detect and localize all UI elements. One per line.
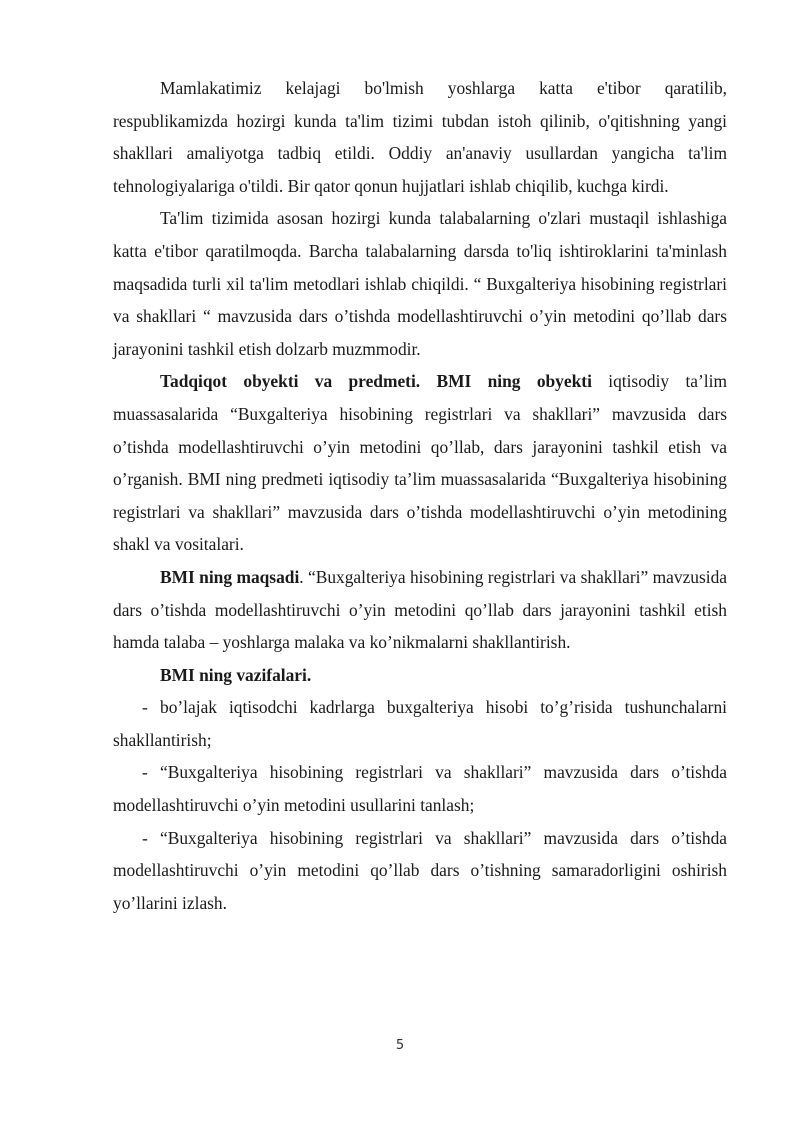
list-dash: -: [142, 697, 148, 718]
list-dash: -: [142, 827, 148, 848]
paragraph-relevance: Ta'lim tizimida asosan hozirgi kunda talabalarning o'zlari mustaqil ishlashiga katta e'tibor qaratilmoqda. Barcha talabalarning darsda to'liq ishtiroklarini ta'minlash maqsadida turli xil ta'lim metodlari ishlab chiqildi. “ Buxgalteriya hisobining registrlari va shakllari “ mavzusida dars o’tishda modellashtiruvchi o’yin metodini qo’llab dars jarayonini tashkil etish dolzarb muzmmodir.: [113, 208, 727, 359]
list-dash: -: [142, 762, 148, 783]
tasks-heading: BMI ning vazifalari.: [160, 664, 312, 685]
task-item-2: [113, 756, 727, 821]
paragraph-introduction: Mamlakatimiz kelajagi bo'lmish yoshlarga katta e'tibor qaratilib, respublikamizda hozirgi kunda ta'lim tizimi tubdan istoh qilinib, o'qitishning yangi shakllari amaliyotga tadbiq etildi. Oddiy an'anaviy usullardan yangicha ta'lim tehnologiyalariga o'tildi. Bir qator qonun hujjatlari ishlab chiqilib, kuchga kirdi.: [113, 78, 727, 196]
research-object-heading: Tadqiqot obyekti va predmeti. BMI ning obyekti: [160, 371, 592, 392]
task-item-1: [113, 691, 727, 756]
goal-heading: BMI ning maqsadi: [160, 566, 300, 587]
paragraph-research-object: [113, 365, 727, 561]
task-text: bo’lajak iqtisodchi kadrlarga buxgalteriya hisobi to’g’risida tushunchalarni shakllantirish;: [113, 697, 727, 750]
task-text: “Buxgalteriya hisobining registrlari va shakllari” mavzusida dars o’tishda modellashtiruvchi o’yin metodini qo’llab dars o’tishning samaradorligini oshirish yo’llarini izlash.: [113, 827, 727, 913]
goal-text: . “Buxgalteriya hisobining registrlari va shakllari” mavzusida dars o’tishda modellashtiruvchi o’yin metodini qo’llab dars jarayonini tashkil etish hamda talaba – yoshlarga malaka va ko’nikmalarni shakllantirish.: [113, 566, 727, 653]
research-object-text: iqtisodiy ta’lim muassasalarida “Buxgalteriya hisobining registrlari va shakllari” mavzusida dars o’tishda modellashtiruvchi o’yin metodini qo’llab, dars jarayonini tashkil etish va o’rganish. BMI ning predmeti iqtisodiy ta’lim muassasalarida “Buxgalteriya hisobining registrlari va shakllari” mavzusida dars o’tishda modellashtiruvchi o’yin metodining shakl va vositalari.: [113, 371, 727, 555]
paragraph-goal: [113, 561, 727, 659]
task-text: “Buxgalteriya hisobining registrlari va shakllari” mavzusida dars o’tishda modellashtiruvchi o’yin metodini usullarini tanlash;: [113, 762, 727, 816]
document-page: [113, 72, 727, 919]
page-number: 5: [395, 1038, 405, 1053]
task-item-3: [113, 822, 727, 920]
